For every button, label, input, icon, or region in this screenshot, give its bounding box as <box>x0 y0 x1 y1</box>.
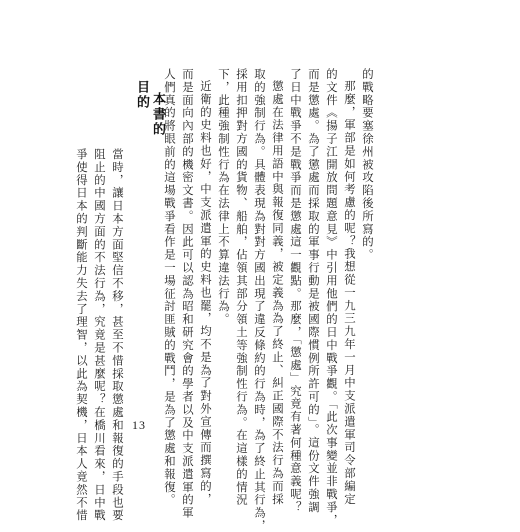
page-number: 13 <box>132 418 146 432</box>
section-heading-line-1: 本書的 <box>150 92 165 137</box>
text-column-4: 而是懲處。為了懲處而採取的軍事行動是被國際慣例所許可的」。這份文件強調 <box>307 68 321 514</box>
text-column-13: 當時，讓日本方面堅信不移，甚至不惜採取懲處和報復的手段也要 <box>111 148 125 523</box>
text-column-5: 了日中戰爭不是戰爭而是懲處這一觀點。那麼，「懲處」究竟有著何種意義呢？ <box>289 68 303 514</box>
section-heading-line-2: 目的 <box>134 80 149 110</box>
text-column-12: 人們真的將眼前的這場戰爭看作是一場征討匪賊的戰鬥，是為了懲處和報復。 <box>163 68 177 507</box>
text-column-15: 爭使得日本的判斷能力失去了理智，以此為契機，日本人竟然不惜 <box>75 148 89 523</box>
text-column-11: 而是面向內部的機密文書。因此可以認為昭和研究會的學者以及中支派遣軍的軍 <box>181 68 195 520</box>
text-column-6: 懲處在法律用語中與報復同義，被定義為為了終止、糾正國際不法行為而採 <box>271 80 285 506</box>
text-column-1: 的戰略要塞徐州被攻陷後所寫的。 <box>361 68 375 262</box>
text-column-14: 阻止的中國方面的不法行為，究竟是甚麼呢？在橋川看來，日中戰 <box>93 148 107 523</box>
text-column-8: 採用扣押對方國的貨物、船舶，佔領其部分領土等強制性行為。在這樣的情況 <box>235 68 249 507</box>
text-column-7: 取的強制行為。具體表現為對對方國出現了違反條約的行為時，為了終止其行為， <box>253 68 267 532</box>
text-column-3: 的文件《揚子江開放問題意見》中引用他們的日中戰爭觀。「此次事變並非戰爭， <box>325 68 339 527</box>
text-column-10: 近衛的史料也好，中支派遣軍的史料也罷，均不是為了對外宣傳而撰寫的， <box>199 80 213 506</box>
text-column-9: 下，此種強制性行為在法律上不算違法行為。 <box>217 68 231 326</box>
text-column-2: 那麼，軍部是如何考慮的呢？我想從一九三九年一月中支派遣軍司令部編定 <box>343 80 357 506</box>
